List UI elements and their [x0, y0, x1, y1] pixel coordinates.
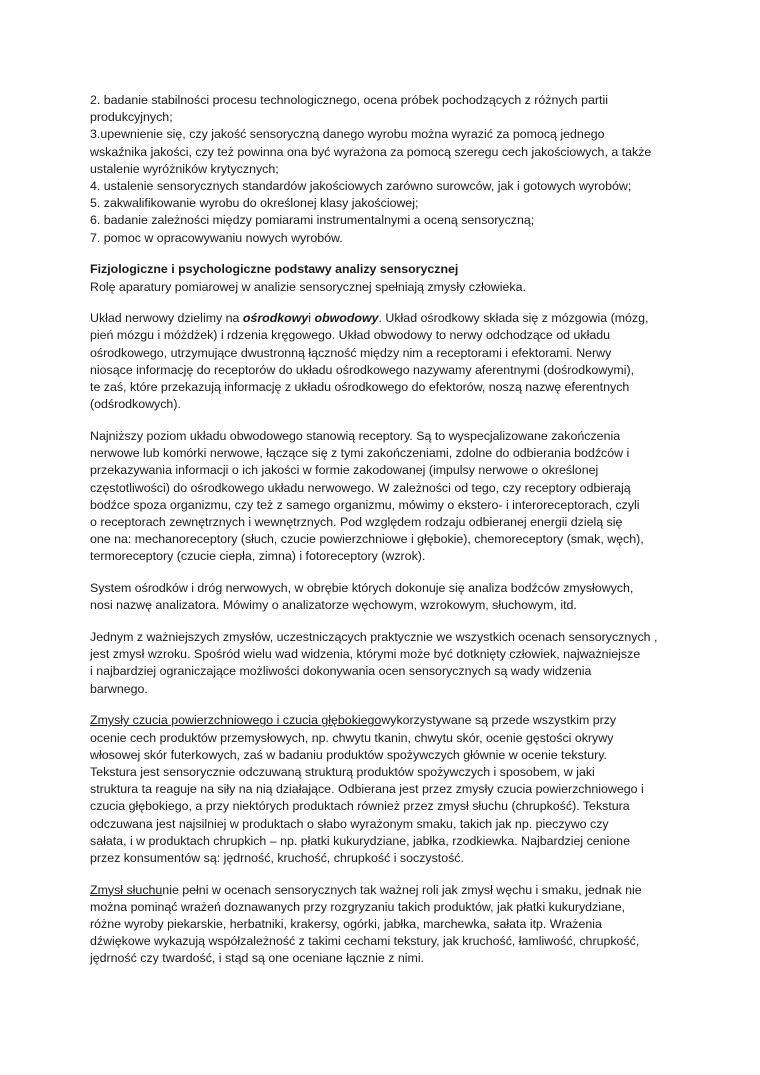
text-line: częstotliwości) do ośrodkowego układu nerwowego. W zależności od tego, czy receptory odbierają [90, 480, 631, 495]
emphasis-osrodkowy: ośrodkowy [242, 311, 309, 326]
text-line: sałata, i w produktach chrupkich – np. płatki kukurydziane, jabłka, rzodkiewka. Najbardziej cenione [90, 833, 630, 848]
text-line: 3.upewnienie się, czy jakość sensoryczną danego wyrobu można wyrazić za pomocą jednego [90, 127, 605, 142]
list-item [90, 212, 704, 229]
list-item [90, 178, 704, 195]
text-line: jest zmysł wzroku. Spośród wielu wad widzenia, którymi może być dotknięty człowiek, najważniejsze [90, 647, 641, 662]
text-line: produkcyjnych; [90, 110, 173, 125]
text-line: Tekstura jest sensorycznie odczuwaną strukturą produktów spożywczych i sposobem, w jaki [90, 764, 595, 779]
text-line: nosi nazwę analizatora. Mówimy o analizatorze węchowym, wzrokowym, słuchowym, itd. [90, 598, 577, 613]
list-item [90, 230, 704, 247]
paragraph-wzrok [90, 629, 704, 698]
text-line: termoreceptory (czucie ciepła, zimna) i fotoreceptory (wzrok). [90, 549, 426, 564]
text-line: 5. zakwalifikowanie wyrobu do określonej klasy jakościowej; [90, 196, 419, 211]
text-line: pień mózgu i móżdżek) i rdzenia kręgowego. Układ obwodowy to nerwy odchodzące od układu [90, 328, 611, 343]
text-line: i najbardziej ograniczające możliwości dokonywania ocen sensorycznych są wady widzenia [90, 664, 592, 679]
underlined-term: Zmysły czucia powierzchniowego i czucia głębokiego [90, 713, 382, 728]
text-line: bodźce spoza organizmu, czy też z samego organizmu, mówimy o ekstero- i interoreceptorach, czyli [90, 497, 640, 512]
text-line: wskaźnika jakości, czy też powinna ona być wyrażona za pomocą szeregu cech jakościowych, a także [90, 144, 652, 159]
section-intro: Rolę aparatury pomiarowej w analizie sensorycznej spełniają zmysły człowieka. [90, 279, 526, 294]
paragraph-analizator [90, 580, 704, 614]
text-line: 2. badanie stabilności procesu technologicznego, ocena próbek pochodzących z różnych partii [90, 93, 608, 107]
text-line: ustalenie wyróżników krytycznych; [90, 161, 279, 176]
text-line: one na: mechanoreceptory (słuch, czucie powierzchniowe i głębokie), chemoreceptory (smak, węch), [90, 532, 644, 547]
text-line: przez konsumentów są: jędrność, kruchość, chrupkość i soczystość. [90, 850, 464, 865]
text-line: przekazywania informacji o ich jakości w formie zakodowanej (impulsy nerwowe o określonej [90, 463, 599, 478]
paragraph-sluch [90, 882, 704, 968]
text-line: włosowej skór futerkowych, zaś w badaniu produktów spożywczych głównie w ocenie tekstury. [90, 747, 607, 762]
text-line: różne wyroby piekarskie, herbatniki, krakersy, ogórki, jabłka, marchewka, sałata itp. Wrażenia [90, 917, 602, 932]
text-line: 6. badanie zależności między pomiarami instrumentalnymi a oceną sensoryczną; [90, 213, 535, 228]
text-line: ocenie cech produktów przemysłowych, np. chwytu tkanin, chwytu skór, ocenie gęstości okrywy [90, 730, 614, 745]
text-line: niosące informację do receptorów do układu ośrodkowego nazywamy aferentnymi (dośrodkowymi), [90, 362, 635, 377]
list-item [90, 126, 704, 178]
list-item [90, 92, 704, 126]
text-line: jędrność czy twardość, i stąd są one oceniane łącznie z nimi. [90, 951, 425, 966]
paragraph-czucie [90, 712, 704, 867]
paragraph-receptory [90, 428, 704, 566]
emphasis-obwodowy: obwodowy [314, 311, 379, 326]
text-line: można pominąć wrażeń doznawanych przy rozgryzaniu takich produktów, jak płatki kukurydziane, [90, 899, 626, 914]
text-line: (odśrodkowych). [90, 397, 181, 412]
numbered-list [90, 92, 704, 247]
section [90, 261, 704, 295]
text-line: struktura ta reaguje na siły na nią działające. Odbierana jest przez zmysły czucia powierzchniowego i [90, 782, 644, 797]
text-line: dźwiękowe wykazują współzależność z takimi cechami tekstury, jak kruchość, łamliwość, chrupkość, [90, 934, 640, 949]
text-line: nerwowe lub komórki nerwowe, łączące się z tymi zakończeniami, zdolne do odbierania bodźców i [90, 446, 630, 461]
text-line: Najniższy poziom układu obwodowego stanowią receptory. Są to wyspecjalizowane zakończenia [90, 428, 621, 443]
text-line: Zmysł słuchunie pełni w ocenach sensorycznych tak ważnej roli jak zmysł węchu i smaku, jednak nie [90, 882, 642, 897]
text-line: ośrodkowego, utrzymujące dwustronną łączność między nim a receptorami i efektorami. Nerwy [90, 345, 612, 360]
text-line: Układ nerwowy dzielimy na ośrodkowyi obwodowy. Układ ośrodkowy składa się z mózgowia (mózg, [90, 311, 649, 326]
paragraph-uklad-nerwowy [90, 310, 704, 413]
text-line: barwnego. [90, 681, 148, 696]
text-line: Jednym z ważniejszych zmysłów, uczestniczących praktycznie we wszystkich ocenach sensorycznych , [90, 629, 658, 644]
text-line: System ośrodków i dróg nerwowych, w obrębie których dokonuje się analiza bodźców zmysłowych, [90, 581, 634, 596]
section-heading: Fizjologiczne i psychologiczne podstawy analizy sensorycznej [90, 262, 459, 277]
underlined-term: Zmysł słuchu [90, 882, 163, 897]
list-item [90, 195, 704, 212]
text-line: te zaś, które przekazują informację z układu ośrodkowego do efektorów, noszą nazwę eferentnych [90, 380, 630, 395]
text-line: Zmysły czucia powierzchniowego i czucia głębokiegowykorzystywane są przede wszystkim przy [90, 713, 617, 728]
text-line: o receptorach zewnętrznych i wewnętrznych. Pod względem rodzaju odbieranej energii dzielą się [90, 514, 623, 529]
text-line: czucia głębokiego, a przy niektórych produktach również przez zmysł słuchu (chrupkość). Tekstura [90, 799, 630, 814]
text-line: 4. ustalenie sensorycznych standardów jakościowych zarówno surowców, jak i gotowych wyrobów; [90, 179, 632, 194]
text-line: odczuwana jest najsilniej w produktach o słabo wyrażonym smaku, takich jak np. pieczywo czy [90, 816, 609, 831]
text-line: 7. pomoc w opracowywaniu nowych wyrobów. [90, 230, 343, 245]
